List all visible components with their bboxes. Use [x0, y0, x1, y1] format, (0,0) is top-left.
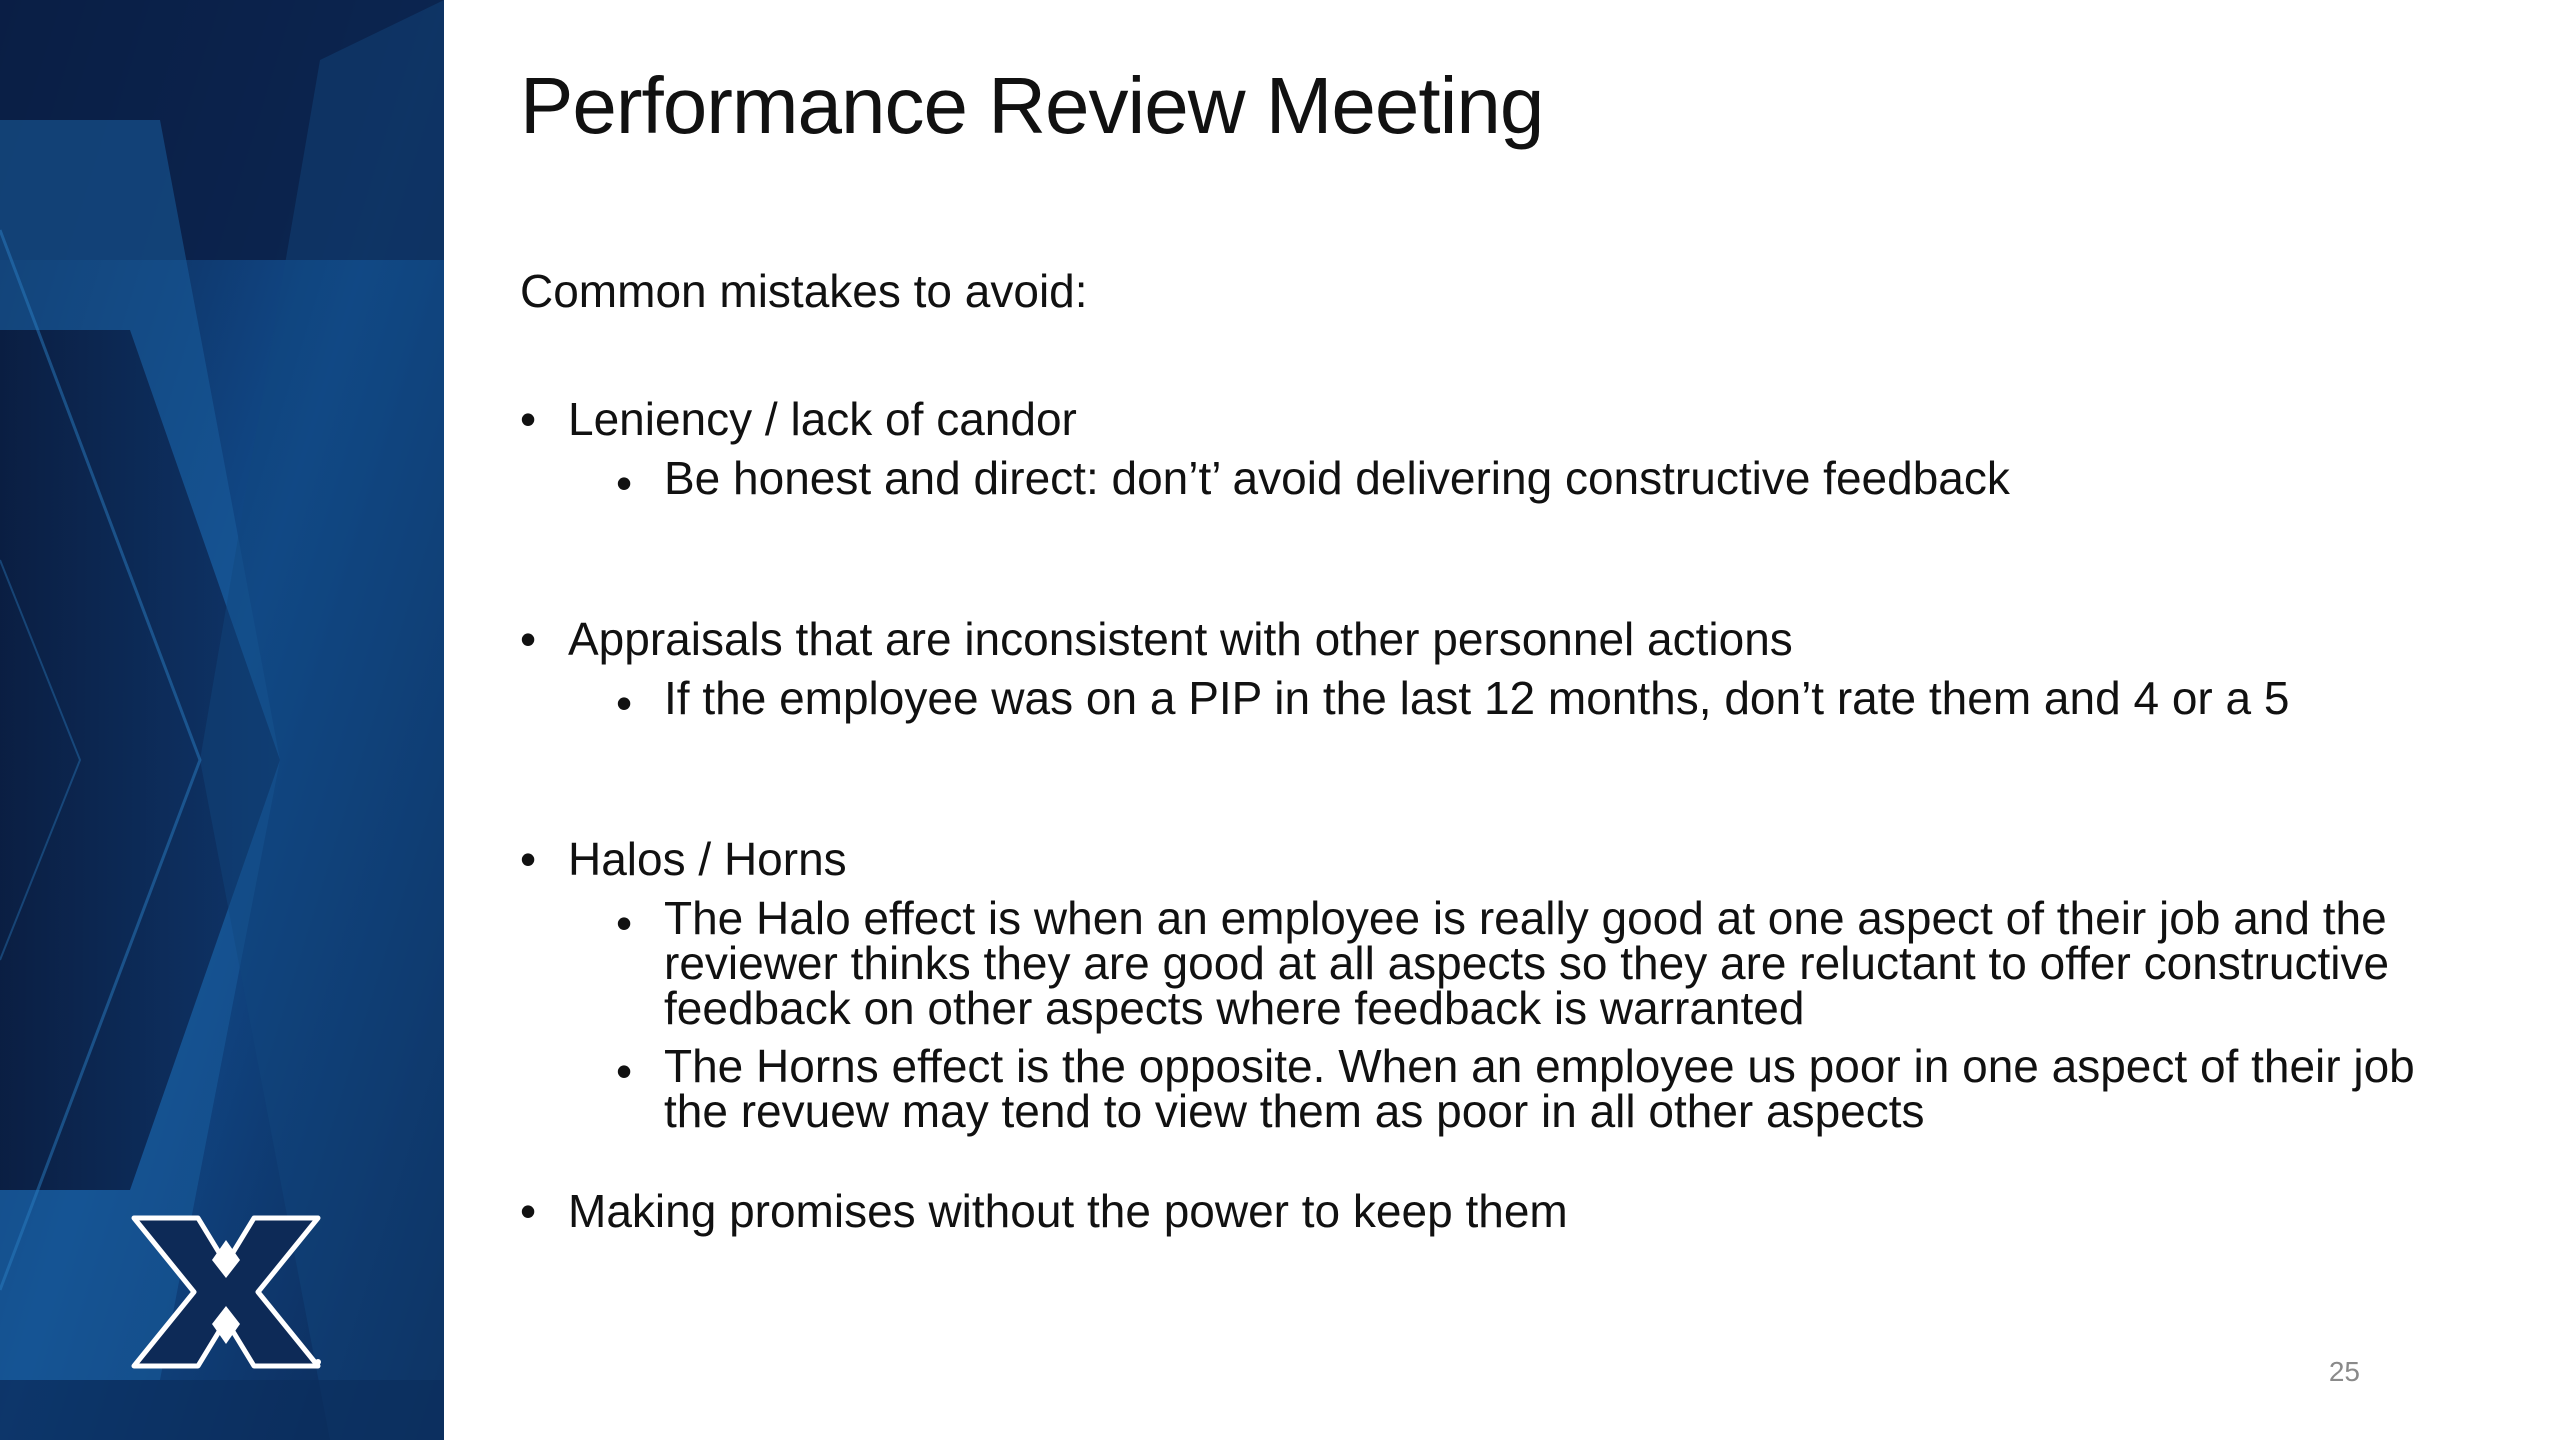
bullet-text: Halos / Horns: [568, 833, 847, 885]
bullet-glyph: •: [616, 457, 633, 509]
bullet-text: Leniency / lack of candor: [568, 393, 1077, 445]
bullet-glyph: •: [616, 677, 633, 729]
bullet-text: Making promises without the power to keep them: [568, 1185, 1568, 1237]
bullet-glyph: •: [520, 393, 537, 445]
sub-bullet-text: The Horns effect is the opposite. When an employee us poor in one aspect of their job the revuew may tend to view them as poor in all other aspects: [664, 1040, 2415, 1137]
bullet-glyph: •: [616, 1045, 633, 1097]
sub-bullet-text: If the employee was on a PIP in the last 12 months, don’t rate them and 4 or a 5: [664, 672, 2290, 724]
bullet-text: Appraisals that are inconsistent with other personnel actions: [568, 613, 1793, 665]
bullet-glyph: •: [520, 1185, 537, 1237]
bullet-glyph: •: [520, 833, 537, 885]
slide-title: Performance Review Meeting: [520, 61, 1544, 150]
bullet-glyph: •: [616, 897, 633, 949]
sub-bullet-text: Be honest and direct: don’t’ avoid delivering constructive feedback: [664, 452, 2010, 504]
page-number: 25: [2328, 1356, 2360, 1387]
side-panel: [0, 0, 444, 1440]
bullet-glyph: •: [520, 613, 537, 665]
intro-text: Common mistakes to avoid:: [520, 265, 1088, 317]
content-area: [520, 0, 2500, 1440]
sub-bullet-text: The Halo effect is when an employee is really good at one aspect of their job and the reviewer thinks they are good at all aspects so they are reluctant to offer constructive feedback on other aspects where feedback is warranted: [664, 892, 2390, 1034]
x-logo-icon: [126, 1212, 326, 1372]
